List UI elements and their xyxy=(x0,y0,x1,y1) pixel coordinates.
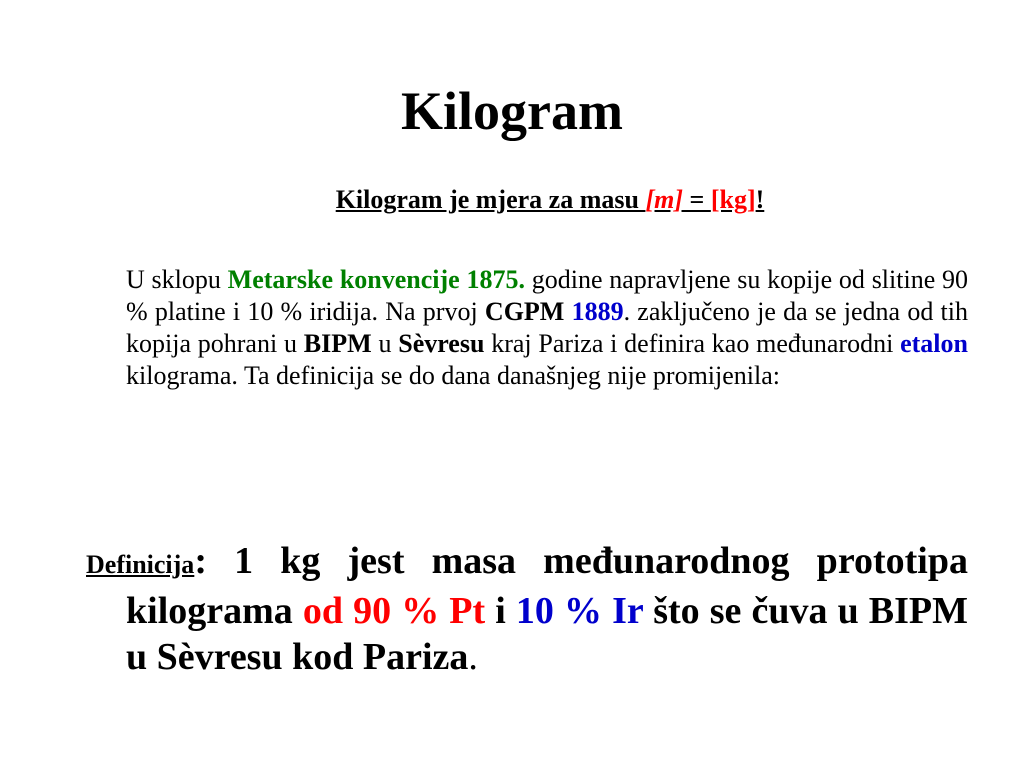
iridium-share: 10 % Ir xyxy=(515,590,644,632)
unit-symbol: [kg] xyxy=(710,185,756,214)
exclamation: ! xyxy=(755,185,765,214)
etalon-term: etalon xyxy=(900,329,968,358)
history-paragraph xyxy=(126,264,968,392)
definition-label: Definicija xyxy=(86,550,195,579)
bipm-term: BIPM xyxy=(303,329,372,358)
platinum-share: od 90 % Pt xyxy=(302,590,486,632)
kilogram-definition xyxy=(86,538,968,680)
definition-text: što se čuva u BIPM u Sèvresu kod Pariza xyxy=(126,590,969,678)
subtitle-text: Kilogram je mjera za masu xyxy=(335,185,646,214)
paragraph-text: godine napravljene su kopije od slitine 90 % platine i 10 % iridija. Na prvoj xyxy=(126,265,969,326)
paragraph-text: kilograma. Ta definicija se do dana današnjeg nije promijenila: xyxy=(126,361,780,390)
paragraph-text: . zaključeno je da se jedna od tih kopija pohrani u xyxy=(126,297,968,358)
paragraph-text: u xyxy=(371,329,399,358)
cgpm-term: CGPM xyxy=(484,297,565,326)
paragraph-text: U sklopu xyxy=(126,265,228,294)
definition-colon: : xyxy=(194,540,235,582)
equals-sign: = xyxy=(683,185,711,214)
definition-text: i xyxy=(485,590,516,632)
definition-text: 1 kg jest masa međunarodnog prototipa kilograma xyxy=(126,540,968,632)
metre-convention: Metarske konvencije 1875. xyxy=(227,265,525,294)
slide-title: Kilogram xyxy=(401,81,623,141)
sevres-term: Sèvresu xyxy=(398,329,485,358)
cgpm-year: 1889 xyxy=(564,297,624,326)
mass-symbol: [m] xyxy=(645,185,683,214)
slide-subtitle xyxy=(0,184,1024,215)
definition-period: . xyxy=(468,636,478,678)
paragraph-text: kraj Pariza i definira kao međunarodni xyxy=(484,329,901,358)
